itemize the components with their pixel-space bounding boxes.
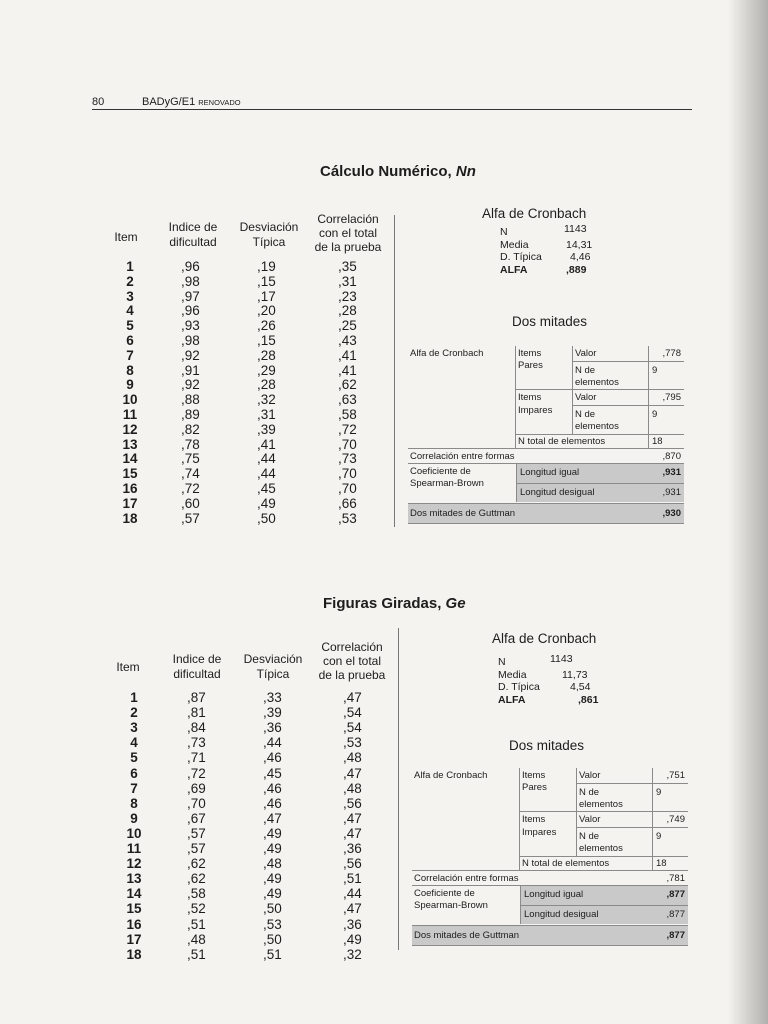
halves-title: Dos mitades	[512, 314, 588, 329]
guttman-value: ,877	[666, 930, 685, 941]
longitud-desigual-value: ,877	[666, 909, 685, 920]
longitud-igual-label: Longitud igual	[520, 467, 580, 478]
n-total-label: N total de elementos	[522, 858, 610, 869]
item-desviacion: ,41	[257, 436, 276, 452]
col-head-desviacion	[230, 220, 308, 250]
item-dificultad: ,97	[181, 288, 200, 304]
item-correlacion: ,53	[343, 735, 362, 751]
section-title	[323, 595, 466, 612]
item-correlacion: ,58	[338, 407, 357, 422]
alpha-n-label: N	[498, 656, 506, 668]
pares-n-value: 9	[652, 365, 658, 376]
item-correlacion: ,73	[338, 451, 357, 467]
impares-label: Impares	[522, 827, 557, 838]
item-desviacion: ,50	[263, 901, 282, 917]
item-correlacion: ,56	[343, 856, 362, 872]
col-head-correlacion-l2: con el total	[318, 226, 378, 240]
item-dificultad: ,92	[181, 347, 200, 363]
item-desviacion: ,26	[257, 318, 276, 334]
item-correlacion: ,48	[343, 750, 362, 766]
item-number: 3	[126, 288, 134, 304]
item-number: 10	[126, 825, 142, 841]
item-dificultad: ,89	[181, 407, 200, 422]
item-dificultad: ,98	[181, 273, 200, 289]
item-dificultad: ,74	[181, 466, 200, 482]
item-number: 15	[126, 901, 142, 917]
item-number: 9	[130, 810, 138, 826]
item-number: 2	[126, 273, 134, 289]
alpha-alfa-value: ,861	[578, 694, 599, 707]
item-number: 17	[126, 931, 142, 947]
table-hline	[572, 361, 684, 362]
col-head-item-text: Item	[116, 660, 140, 674]
table-hline	[408, 503, 684, 504]
item-dificultad: ,72	[187, 765, 206, 781]
item-number: 5	[130, 750, 138, 766]
longitud-igual-value: ,877	[666, 889, 685, 900]
item-correlacion: ,70	[338, 466, 357, 482]
item-number: 18	[126, 946, 142, 962]
section-title	[320, 163, 476, 180]
item-correlacion: ,54	[343, 720, 362, 736]
alpha-dt-value: 4,54	[570, 681, 591, 694]
item-correlacion: ,62	[338, 377, 357, 393]
item-dificultad: ,96	[181, 259, 200, 274]
item-dificultad: ,81	[187, 705, 206, 721]
book-suffix: RENOVADO	[198, 98, 241, 107]
item-number: 8	[126, 362, 134, 378]
pares-items-label: Items	[522, 770, 546, 781]
item-desviacion: ,19	[257, 259, 276, 274]
item-number: 13	[126, 871, 142, 887]
item-number: 6	[130, 765, 138, 781]
col-head-item	[98, 660, 158, 675]
col-head-dificultad-l2: dificultad	[173, 667, 221, 681]
longitud-igual-value: ,931	[662, 467, 681, 478]
item-number: 3	[130, 720, 138, 736]
halves-table	[412, 768, 688, 946]
alpha-n-value: 1143	[550, 653, 573, 665]
n-total-label: N total de elementos	[518, 436, 606, 447]
col-head-correlacion	[310, 640, 394, 682]
item-desviacion: ,47	[263, 810, 282, 826]
item-correlacion: ,70	[338, 436, 357, 452]
item-dificultad: ,51	[187, 946, 206, 962]
item-number: 12	[122, 421, 138, 437]
item-correlacion: ,32	[343, 946, 362, 962]
item-number: 5	[126, 318, 134, 334]
item-dificultad: ,73	[187, 735, 206, 751]
alpha-media-label: Media	[500, 238, 529, 251]
pares-valor-label: Valor	[579, 770, 601, 781]
item-desviacion: ,15	[257, 333, 276, 348]
item-number: 11	[122, 407, 138, 422]
section-abbr: Ge	[445, 595, 466, 612]
longitud-desigual-value: ,931	[662, 487, 681, 498]
alpha-dt-label: D. Típica	[498, 681, 540, 694]
item-number: 12	[126, 856, 142, 872]
item-correlacion: ,47	[343, 825, 362, 841]
col-head-dificultad-l1: Indice de	[168, 220, 218, 234]
col-head-desviacion	[234, 652, 312, 682]
item-desviacion: ,49	[263, 841, 282, 856]
item-number: 18	[122, 510, 138, 526]
item-correlacion: ,31	[338, 273, 357, 289]
item-desviacion: ,46	[263, 750, 282, 766]
col-head-desviacion-l2: Típica	[252, 235, 286, 249]
item-desviacion: ,20	[257, 303, 276, 319]
alpha-dt-label: D. Típica	[500, 251, 542, 263]
table-hline	[412, 885, 688, 886]
item-correlacion: ,49	[343, 931, 362, 947]
item-desviacion: ,50	[257, 510, 276, 526]
item-dificultad: ,48	[187, 931, 206, 947]
item-correlacion: ,35	[338, 259, 357, 274]
impares-n-value: 9	[656, 831, 662, 842]
item-correlacion: ,23	[338, 288, 357, 304]
item-desviacion: ,49	[263, 871, 282, 887]
section-abbr: Nn	[455, 163, 476, 180]
col-head-desviacion-l2: Típica	[256, 667, 290, 681]
impares-items-label: Items	[522, 814, 546, 825]
table-hline	[576, 827, 688, 828]
pares-label: Pares	[522, 782, 547, 793]
alpha-alfa-label: ALFA	[498, 694, 526, 707]
pares-n-label-2: elementos	[575, 377, 619, 388]
item-desviacion: ,15	[257, 273, 276, 289]
table-hline	[412, 870, 688, 871]
item-dificultad: ,78	[181, 436, 200, 452]
item-desviacion: ,28	[257, 347, 276, 363]
halves-alfa-label: Alfa de Cronbach	[414, 770, 488, 781]
item-dificultad: ,96	[181, 303, 200, 319]
n-total-value: 18	[652, 436, 663, 447]
item-dificultad: ,62	[187, 856, 206, 872]
col-head-item-text: Item	[114, 230, 138, 244]
longitud-desigual-label: Longitud desigual	[520, 487, 595, 498]
item-dificultad: ,57	[187, 841, 206, 856]
item-number: 14	[122, 451, 138, 467]
impares-valor-label: Valor	[579, 814, 601, 825]
table-vline	[519, 768, 520, 870]
item-correlacion: ,41	[338, 362, 357, 378]
item-number: 17	[122, 495, 138, 511]
item-desviacion: ,32	[257, 392, 276, 408]
item-number: 1	[126, 259, 134, 274]
alpha-n-label: N	[500, 226, 508, 238]
item-correlacion: ,25	[338, 318, 357, 334]
impares-n-label-1: N de	[575, 409, 596, 420]
item-number: 4	[126, 303, 134, 319]
item-correlacion: ,47	[343, 810, 362, 826]
table-hline	[412, 925, 688, 926]
table-hline	[519, 856, 688, 857]
item-desviacion: ,46	[263, 795, 282, 811]
item-dificultad: ,91	[181, 362, 200, 378]
alpha-media-value: 11,73	[562, 668, 588, 681]
item-correlacion: ,72	[338, 421, 357, 437]
table-hline	[572, 405, 684, 406]
page-number: 80	[92, 96, 105, 108]
alpha-media-label: Media	[498, 668, 527, 681]
table-hline	[515, 389, 684, 390]
pares-items-label: Items	[518, 348, 542, 359]
pares-n-label-1: N de	[575, 365, 596, 376]
section-title-text: Cálculo Numérico,	[320, 163, 452, 180]
alpha-title: Alfa de Cronbach	[482, 206, 587, 221]
col-head-dificultad-l2: dificultad	[169, 235, 217, 249]
item-desviacion: ,44	[263, 735, 282, 751]
col-head-dificultad	[160, 652, 234, 682]
item-desviacion: ,39	[257, 421, 276, 437]
item-dificultad: ,87	[187, 690, 206, 705]
alpha-n-value: 1143	[564, 223, 587, 235]
item-dificultad: ,88	[181, 392, 200, 408]
col-head-dificultad-l1: Indice de	[172, 652, 222, 666]
item-correlacion: ,47	[343, 765, 362, 781]
item-number: 16	[126, 916, 142, 932]
halves-alfa-label: Alfa de Cronbach	[410, 348, 484, 359]
item-dificultad: ,92	[181, 377, 200, 393]
item-dificultad: ,60	[181, 495, 200, 511]
impares-label: Impares	[518, 405, 553, 416]
item-correlacion: ,44	[343, 886, 362, 902]
guttman-label: Dos mitades de Guttman	[410, 508, 516, 519]
guttman-label: Dos mitades de Guttman	[414, 930, 520, 941]
item-desviacion: ,45	[257, 481, 276, 496]
alpha-alfa-value: ,889	[566, 263, 587, 276]
item-dificultad: ,71	[187, 750, 206, 766]
item-dificultad: ,93	[181, 318, 200, 334]
item-desviacion: ,36	[263, 720, 282, 736]
item-desviacion: ,48	[263, 856, 282, 872]
item-number: 4	[130, 735, 138, 751]
item-correlacion: ,47	[343, 901, 362, 917]
col-head-correlacion-l1: Correlación	[317, 212, 379, 226]
item-correlacion: ,36	[343, 841, 362, 856]
pares-label: Pares	[518, 360, 543, 371]
item-desviacion: ,49	[257, 495, 276, 511]
table-hline	[516, 483, 684, 484]
item-desviacion: ,50	[263, 931, 282, 947]
item-dificultad: ,82	[181, 421, 200, 437]
item-dificultad: ,51	[187, 916, 206, 932]
halves-table	[408, 346, 684, 524]
item-correlacion: ,70	[338, 481, 357, 496]
item-desviacion: ,46	[263, 780, 282, 796]
item-dificultad: ,72	[181, 481, 200, 496]
alpha-title: Alfa de Cronbach	[492, 631, 597, 646]
item-dificultad: ,58	[187, 886, 206, 902]
impares-valor-label: Valor	[575, 392, 597, 403]
item-correlacion: ,48	[343, 780, 362, 796]
table-hline	[408, 523, 684, 524]
correlacion-formas-value: ,781	[666, 873, 685, 884]
item-dificultad: ,69	[187, 780, 206, 796]
item-number: 7	[130, 780, 138, 796]
header-rule	[92, 109, 692, 110]
col-head-correlacion-l3: de la prueba	[314, 240, 382, 254]
item-number: 13	[122, 436, 138, 452]
pares-valor-label: Valor	[575, 348, 597, 359]
item-desviacion: ,44	[257, 451, 276, 467]
impares-n-label-2: elementos	[575, 421, 619, 432]
item-number: 14	[126, 886, 142, 902]
coef-label-2: Spearman-Brown	[414, 900, 488, 911]
coef-label-1: Coeficiente de	[410, 466, 471, 477]
longitud-igual-label: Longitud igual	[524, 889, 584, 900]
book-title	[142, 96, 241, 108]
item-correlacion: ,54	[343, 705, 362, 721]
impares-valor: ,795	[662, 392, 681, 403]
section-title-text: Figuras Giradas,	[323, 595, 442, 612]
pares-valor: ,778	[662, 348, 681, 359]
col-head-desviacion-l1: Desviación	[243, 652, 303, 666]
item-correlacion: ,47	[343, 690, 362, 705]
alpha-media-value: 14,31	[566, 238, 593, 251]
item-desviacion: ,39	[263, 705, 282, 721]
alpha-alfa-label: ALFA	[500, 263, 528, 276]
item-dificultad: ,57	[181, 510, 200, 526]
table-hline	[520, 905, 688, 906]
col-head-dificultad	[156, 220, 230, 250]
item-correlacion: ,56	[343, 795, 362, 811]
item-desviacion: ,31	[257, 407, 276, 422]
item-desviacion: ,33	[263, 690, 282, 705]
item-number: 11	[126, 841, 142, 856]
item-dificultad: ,62	[187, 871, 206, 887]
table-hline	[412, 945, 688, 946]
halves-title: Dos mitades	[509, 738, 585, 753]
item-number: 15	[122, 466, 138, 482]
item-correlacion: ,36	[343, 916, 362, 932]
n-total-value: 18	[656, 858, 667, 869]
item-number: 1	[130, 690, 138, 705]
item-number: 9	[126, 377, 134, 393]
item-desviacion: ,51	[263, 946, 282, 962]
coef-label-1: Coeficiente de	[414, 888, 475, 899]
column-separator	[394, 215, 395, 527]
pares-n-label-2: elementos	[579, 799, 623, 810]
table-hline	[576, 783, 688, 784]
table-hline	[515, 434, 684, 435]
item-dificultad: ,98	[181, 333, 200, 348]
col-head-correlacion-l1: Correlación	[321, 640, 383, 654]
column-separator	[398, 628, 399, 950]
item-dificultad: ,67	[187, 810, 206, 826]
item-desviacion: ,45	[263, 765, 282, 781]
longitud-desigual-label: Longitud desigual	[524, 909, 599, 920]
pares-valor: ,751	[666, 770, 685, 781]
item-correlacion: ,53	[338, 510, 357, 526]
item-dificultad: ,75	[181, 451, 200, 467]
alpha-dt-value: 4,46	[570, 251, 591, 263]
item-number: 6	[126, 333, 134, 348]
table-vline	[572, 346, 573, 434]
table-vline	[515, 346, 516, 448]
item-correlacion: ,41	[338, 347, 357, 363]
item-dificultad: ,84	[187, 720, 206, 736]
item-number: 8	[130, 795, 138, 811]
item-number: 10	[122, 392, 138, 408]
item-correlacion: ,28	[338, 303, 357, 319]
impares-n-value: 9	[652, 409, 658, 420]
col-head-correlacion-l2: con el total	[322, 654, 382, 668]
item-desviacion: ,49	[263, 886, 282, 902]
table-vline	[576, 768, 577, 856]
item-dificultad: ,70	[187, 795, 206, 811]
item-dificultad: ,57	[187, 825, 206, 841]
item-number: 2	[130, 705, 138, 721]
col-head-correlacion	[306, 212, 390, 254]
col-head-desviacion-l1: Desviación	[239, 220, 299, 234]
pares-n-label-1: N de	[579, 787, 600, 798]
item-number: 7	[126, 347, 134, 363]
pares-n-value: 9	[656, 787, 662, 798]
item-desviacion: ,49	[263, 825, 282, 841]
table-hline	[408, 448, 684, 449]
item-correlacion: ,51	[343, 871, 362, 887]
correlacion-formas-label: Correlación entre formas	[414, 873, 519, 884]
coef-label-2: Spearman-Brown	[410, 478, 484, 489]
col-head-item	[96, 230, 156, 245]
table-hline	[408, 463, 684, 464]
item-correlacion: ,63	[338, 392, 357, 408]
item-correlacion: ,43	[338, 333, 357, 348]
correlacion-formas-label: Correlación entre formas	[410, 451, 515, 462]
impares-items-label: Items	[518, 392, 542, 403]
guttman-value: ,930	[662, 508, 681, 519]
impares-n-label-1: N de	[579, 831, 600, 842]
book-name: BADyG/E1	[142, 96, 196, 108]
correlacion-formas-value: ,870	[662, 451, 681, 462]
item-dificultad: ,52	[187, 901, 206, 917]
table-hline	[519, 811, 688, 812]
impares-valor: ,749	[666, 814, 685, 825]
item-desviacion: ,53	[263, 916, 282, 932]
col-head-correlacion-l3: de la prueba	[318, 668, 386, 682]
item-desviacion: ,44	[257, 466, 276, 482]
item-desviacion: ,17	[257, 288, 276, 304]
item-correlacion: ,66	[338, 495, 357, 511]
item-desviacion: ,29	[257, 362, 276, 378]
page-edge-shadow	[728, 0, 768, 1024]
item-number: 16	[122, 481, 138, 496]
impares-n-label-2: elementos	[579, 843, 623, 854]
item-desviacion: ,28	[257, 377, 276, 393]
